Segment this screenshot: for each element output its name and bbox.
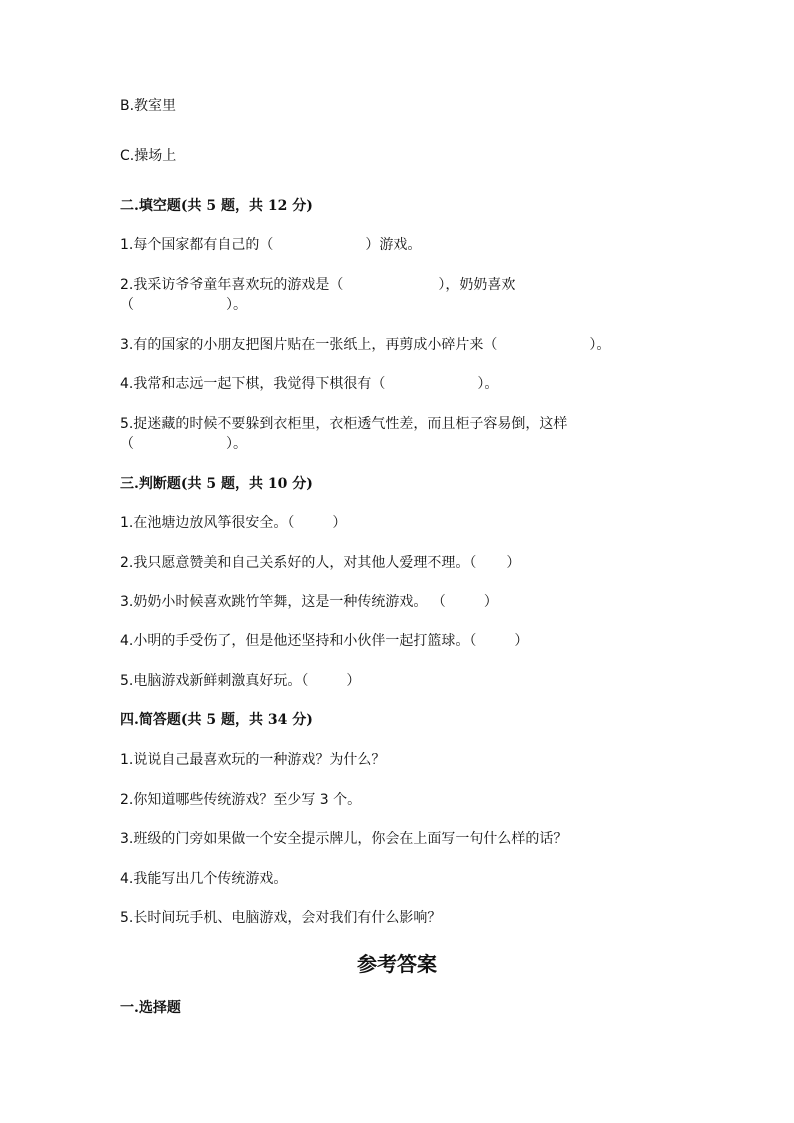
fill-question-4: 4.我常和志远一起下棋，我觉得下棋很有（ ）。: [120, 376, 499, 392]
short-question-4: 4.我能写出几个传统游戏。: [120, 871, 288, 887]
fill-question-5-cont: （ ）。: [120, 436, 247, 452]
fill-question-2-cont: （ ）。: [120, 297, 247, 313]
answers-title: 参考答案: [357, 952, 437, 976]
judge-question-2: 2.我只愿意赞美和自己关系好的人，对其他人爱理不理。（ ）: [120, 555, 521, 571]
answers-section1-heading: 一.选择题: [120, 1000, 181, 1016]
section2-heading: 二.填空题(共 5 题，共 12 分): [120, 198, 313, 214]
fill-question-5: 5.捉迷藏的时候不要躲到衣柜里，衣柜透气性差，而且柜子容易倒，这样: [120, 416, 568, 432]
short-question-5: 5.长时间玩手机、电脑游戏，会对我们有什么影响？: [120, 910, 442, 926]
short-question-2: 2.你知道哪些传统游戏？至少写 3 个。: [120, 792, 362, 808]
short-question-1: 1.说说自己最喜欢玩的一种游戏？为什么？: [120, 752, 386, 768]
judge-question-4: 4.小明的手受伤了，但是他还坚持和小伙伴一起打篮球。（ ）: [120, 633, 529, 649]
judge-question-5: 5.电脑游戏新鲜刺激真好玩。（ ）: [120, 673, 361, 689]
option-c: C.操场上: [120, 148, 177, 164]
short-question-3: 3.班级的门旁如果做一个安全提示牌儿，你会在上面写一句什么样的话？: [120, 831, 568, 847]
fill-question-3: 3.有的国家的小朋友把图片贴在一张纸上，再剪成小碎片来（ ）。: [120, 337, 611, 353]
fill-question-2: 2.我采访爷爷童年喜欢玩的游戏是（ ），奶奶喜欢: [120, 277, 516, 293]
section3-heading: 三.判断题(共 5 题，共 10 分): [120, 476, 313, 492]
option-b: B.教室里: [120, 98, 177, 114]
section4-heading: 四.简答题(共 5 题，共 34 分): [120, 712, 313, 728]
judge-question-1: 1.在池塘边放风筝很安全。（ ）: [120, 515, 347, 531]
fill-question-1: 1.每个国家都有自己的（ ）游戏。: [120, 237, 422, 253]
judge-question-3: 3.奶奶小时候喜欢跳竹竿舞，这是一种传统游戏。 （ ）: [120, 594, 498, 610]
